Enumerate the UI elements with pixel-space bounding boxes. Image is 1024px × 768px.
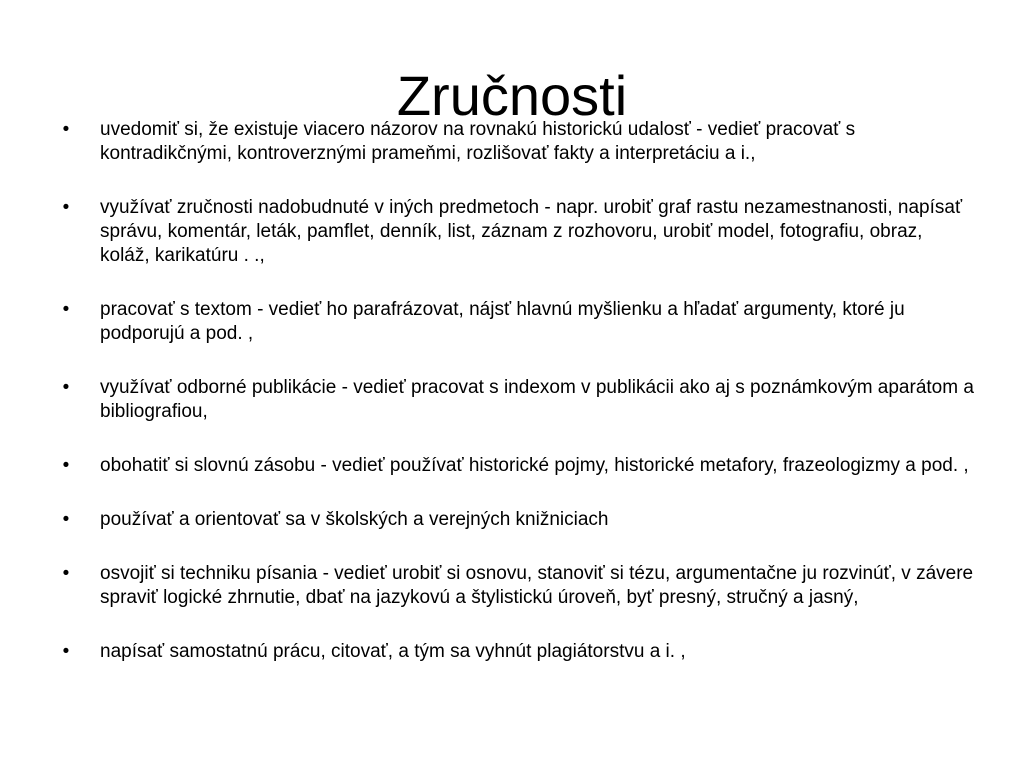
- bullet-marker-icon: •: [62, 563, 70, 584]
- bullet-list: [56, 118, 976, 664]
- bullet-text: pracovať s textom - vedieť ho parafrázovat, nájsť hlavnú myšlienku a hľadať argumenty, ktoré ju podporujú a pod. ,: [100, 299, 905, 344]
- bullet-item-7: [56, 562, 976, 610]
- bullet-item-3: [56, 298, 976, 346]
- bullet-item-6: [56, 508, 976, 532]
- bullet-item-5: [56, 454, 976, 478]
- bullet-text: uvedomiť si, že existuje viacero názorov na rovnakú historickú udalosť - vedieť pracovať s kontradikčnými, kontroverznými prameňmi, rozlišovať fakty a interpretáciu a i.,: [100, 119, 856, 164]
- bullet-text: osvojiť si techniku písania - vedieť urobiť si osnovu, stanoviť si tézu, argumentačne ju rozvinúť, v závere spraviť logické zhrnutie, dbať na jazykovú a štylistickú úroveň, byť presný, stručný a jasný,: [100, 563, 974, 608]
- bullet-marker-icon: •: [62, 299, 70, 320]
- bullet-marker-icon: •: [62, 197, 70, 218]
- bullet-marker-icon: •: [62, 455, 70, 476]
- bullet-text: využívať odborné publikácie - vedieť pracovat s indexom v publikácii ako aj s poznámkovým aparátom a bibliografiou,: [100, 377, 974, 422]
- bullet-marker-icon: •: [62, 509, 70, 530]
- bullet-item-2: [56, 196, 976, 268]
- slide-title: Zručnosti: [396, 64, 628, 127]
- bullet-text: obohatiť si slovnú zásobu - vedieť používať historické pojmy, historické metafory, frazeologizmy a pod. ,: [100, 455, 969, 476]
- bullet-text: využívať zručnosti nadobudnuté v iných predmetoch - napr. urobiť graf rastu nezamestnanosti, napísať správu, komentár, leták, pamflet, denník, list, záznam z rozhovoru, urobiť model, fotografiu, obraz, koláž, karikatúru . .,: [100, 197, 963, 266]
- bullet-text: používať a orientovať sa v školských a verejných knižniciach: [100, 509, 609, 530]
- bullet-text: napísať samostatnú prácu, citovať, a tým sa vyhnút plagiátorstvu a i. ,: [100, 641, 686, 662]
- bullet-marker-icon: •: [62, 377, 70, 398]
- bullet-marker-icon: •: [62, 641, 70, 662]
- bullet-item-4: [56, 376, 976, 424]
- bullet-marker-icon: •: [62, 119, 70, 140]
- bullet-item-8: [56, 640, 976, 664]
- bullet-item-1: [56, 118, 976, 166]
